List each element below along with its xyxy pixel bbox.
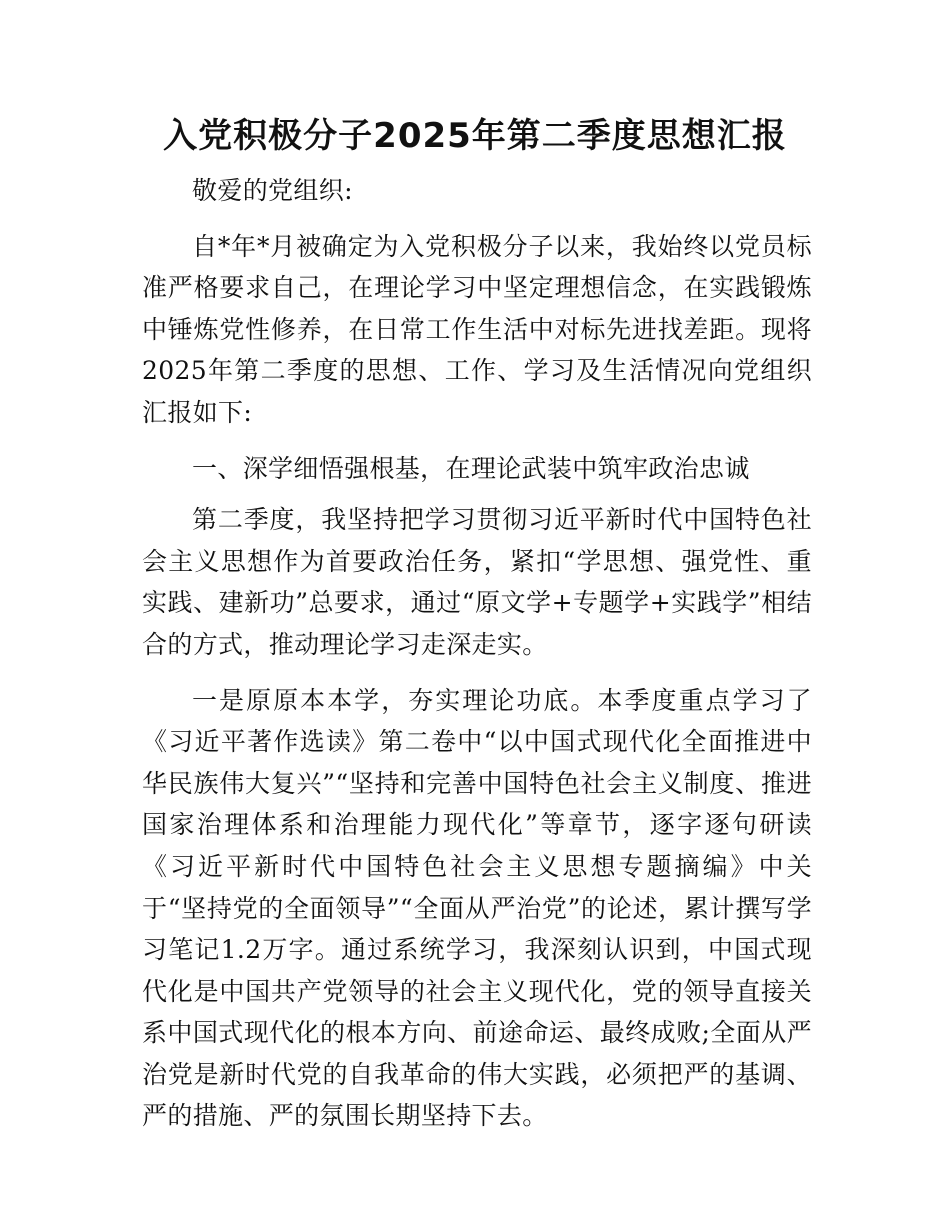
document-body [142, 170, 812, 1137]
document-title: 入党积极分子2025年第二季度思想汇报 [163, 116, 787, 156]
section-heading: 一、深学细悟强根基，在理论武装中筑牢政治忠诚 [192, 453, 750, 483]
section-body-paragraph: 第二季度，我坚持把学习贯彻习近平新时代中国特色社会主义思想作为首要政治任务，紧扣“学思想、强党性、重实践、建新功”总要求，通过“原文学+专题学+实践学”相结合的方式，推动理论学习走深走实。 [142, 505, 812, 659]
point-paragraph: 一是原原本本学，夯实理论功底。本季度重点学习了《习近平著作选读》第二卷中“以中国式现代化全面推进中华民族伟大复兴”“坚持和完善中国特色社会主义制度、推进国家治理体系和治理能力现代化”等章节，逐字逐句研读《习近平新时代中国特色社会主义思想专题摘编》中关于“坚持党的全面领导”“全面从严治党”的论述，累计撰写学习笔记1.2万字。通过系统学习，我深刻认识到，中国式现代化是中国共产党领导的社会主义现代化，党的领导直接关系中国式现代化的根本方向、前途命运、最终成败;全面从严治党是新时代党的自我革命的伟大实践，必须把严的基调、严的措施、严的氛围长期坚持下去。 [142, 685, 812, 1131]
intro-paragraph: 自*年*月被确定为入党积极分子以来，我始终以党员标准严格要求自己，在理论学习中坚定理想信念，在实践锻炼中锤炼党性修养，在日常工作生活中对标先进找差距。现将2025年第二季度的思想、工作、学习及生活情况向党组织汇报如下: [142, 231, 812, 427]
salutation: 敬爱的党组织: [192, 176, 353, 205]
